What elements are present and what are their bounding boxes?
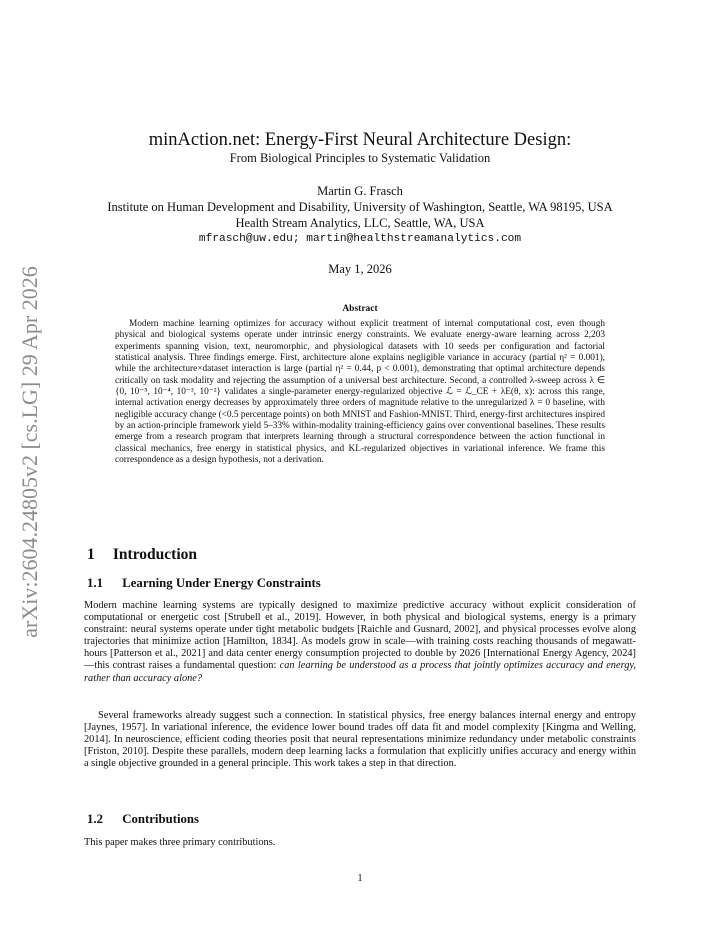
section-title: Introduction	[112, 546, 197, 563]
intro-paragraph-1: Modern machine learning systems are typically designed to maximize predictive accuracy without explicit consideration of computational or energetic cost [Strubell et al., 2019]. However, in both physical and biological systems, energy is a primary constraint: neural systems operate under tight metabolic budgets [Raichle and Gusnard, 2002], and physical processes evolve along trajectories that minimize action [Hamilton, 1834]. As models grow in scale—with training costs reaching thousands of megawatt-hours [Patterson et al., 2021] and data center energy consumption projected to double by 2026 [International Energy Agency, 2024]—this contrast raises a fundamental question: can learning be understood as a process that jointly optimizes accuracy and energy, rather than accuracy alone?	[84, 600, 636, 684]
subsection-number: 1.1	[87, 576, 103, 590]
contributions-paragraph: This paper makes three primary contributions.	[84, 837, 276, 848]
paper-title: minAction.net: Energy-First Neural Architecture Design:	[148, 130, 572, 150]
author-block	[0, 183, 720, 247]
affiliation-2: Health Stream Analytics, LLC, Seattle, WA, USA	[235, 216, 485, 230]
arxiv-identifier: arXiv:2604.24805v2 [cs.LG] 29 Apr 2026	[17, 266, 42, 638]
subsection-title: Learning Under Energy Constraints	[122, 576, 321, 590]
paper-subtitle: From Biological Principles to Systematic Validation	[229, 151, 491, 165]
abstract-text: Modern machine learning optimizes for accuracy without explicit treatment of internal computational cost, even though physical and biological systems operate under intrinsic energy constraints. We evaluate energy-aware learning across 2,203 experiments spanning vision, text, neuromorphic, and physiological datasets with 10 seeds per configuration and factorial statistical analysis. Three findings emerge. First, architecture alone explains negligible variance in accuracy (partial η² = 0.001), while the architecture×dataset interaction is large (partial η² = 0.44, p < 0.001), demonstrating that optimal architecture depends critically on task modality and rejecting the assumption of a universal best architecture. Second, a controlled λ-sweep across λ ∈ {0, 10⁻⁵, 10⁻⁴, 10⁻³, 10⁻²} validates a single-parameter energy-regularized objective ℒ = ℒ_CE + λE(θ, x): across this range, internal activation energy decreases by approximately three orders of magnitude relative to the unregularized λ = 0 baseline, with negligible accuracy change (<0.5 percentage points) on both MNIST and Fashion-MNIST. Third, energy-first architectures inspired by an action-principle framework yield 5–33% within-modality training-efficiency gains over conventional baselines. These results emerge from a research program that interprets learning through a structural correspondence between the action functional in classical mechanics, free energy in statistical physics, and KL-regularized objectives in variational inference. We frame this correspondence as a design hypothesis, not a derivation.	[115, 319, 605, 466]
section-number: 1	[87, 546, 95, 563]
page-number: 1	[357, 873, 363, 884]
abstract-heading: Abstract	[342, 304, 378, 314]
section-introduction-heading	[87, 546, 197, 564]
author-emails: mfrasch@uw.edu; martin@healthstreamanalytics.com	[198, 233, 522, 245]
paper-date: May 1, 2026	[328, 262, 392, 276]
intro-paragraph-2: Several frameworks already suggest such a connection. In statistical physics, free energy balances internal energy and entropy [Jaynes, 1957]. In variational inference, the evidence lower bound trades off data fit and model complexity [Kingma and Welling, 2014]. In neuroscience, efficient coding theories posit that neural representations minimize redundancy under metabolic constraints [Friston, 2010]. Despite these parallels, modern deep learning lacks a formulation that explicitly unifies accuracy and energy within a single objective grounded in a general principle. This work takes a step in that direction.	[84, 710, 636, 770]
subsection-contributions-heading	[87, 812, 199, 827]
research-question: can learning be understood as a process that jointly optimizes accuracy and energy, rather than accuracy alone?	[84, 660, 636, 684]
subsection-number: 1.2	[87, 812, 103, 826]
subsection-energy-constraints-heading	[87, 576, 321, 591]
affiliation-1: Institute on Human Development and Disability, University of Washington, Seattle, WA 98195, USA	[107, 200, 613, 214]
author-name: Martin G. Frasch	[317, 184, 403, 198]
subsection-title: Contributions	[122, 812, 200, 826]
